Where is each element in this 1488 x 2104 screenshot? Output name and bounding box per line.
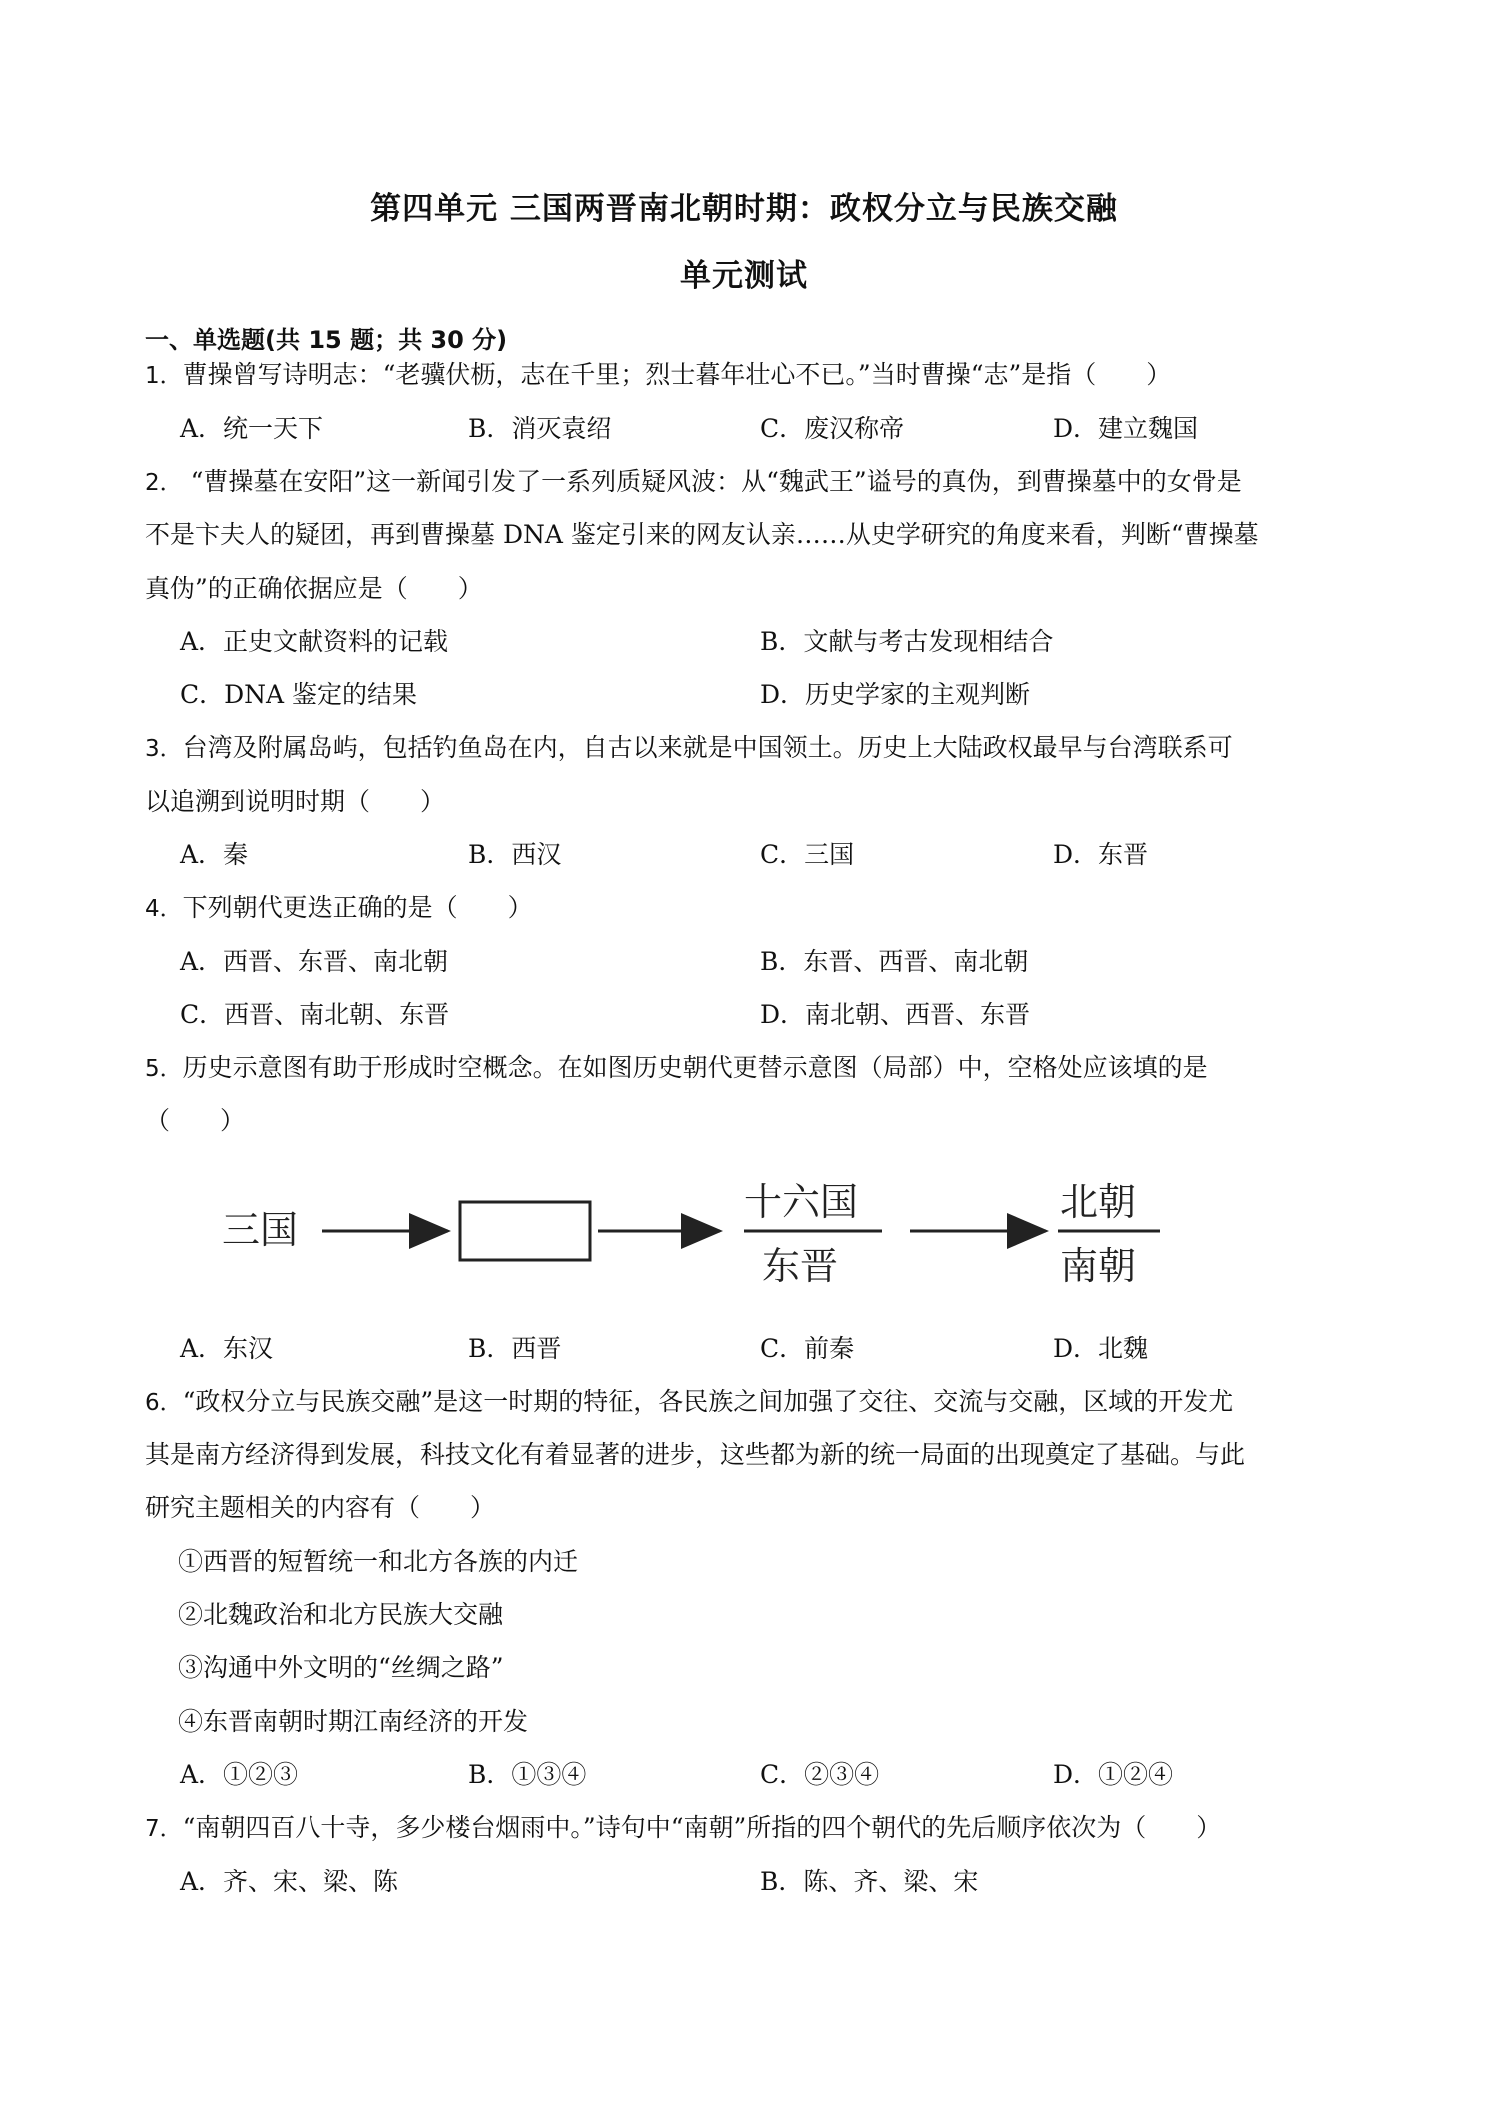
question-number: 3． xyxy=(145,736,183,762)
option-c[interactable]: C．西晋、南北朝、东晋 xyxy=(180,1000,450,1029)
option-c[interactable]: C．三国 xyxy=(760,840,855,869)
option-d[interactable]: D．历史学家的主观判断 xyxy=(760,680,1031,709)
question-text: “曹操墓在安阳”这一新闻引发了一系列质疑风波：从“魏武王”谥号的真伪，到曹操墓中的女骨是 xyxy=(182,467,1242,496)
section-heading: 一、单选题(共 15 题；共 30 分) xyxy=(145,326,508,354)
option-a[interactable]: A．秦 xyxy=(180,840,249,869)
option-d[interactable]: D．南北朝、西晋、东晋 xyxy=(760,1000,1031,1029)
option-b[interactable]: B．西汉 xyxy=(468,840,562,869)
question-text: 台湾及附属岛屿，包括钓鱼岛在内，自古以来就是中国领土。历史上大陆政权最早与台湾联系可 xyxy=(182,733,1233,762)
diagram-label-end-top: 北朝 xyxy=(1060,1180,1137,1224)
question-number: 5． xyxy=(145,1056,183,1082)
question-6 xyxy=(145,1385,1355,1420)
question-4 xyxy=(145,891,1355,926)
option-a[interactable]: A．正史文献资料的记载 xyxy=(180,627,449,656)
question-1 xyxy=(145,358,1355,393)
question-text: “政权分立与民族交融”是这一时期的特征，各民族之间加强了交往、交流与交融，区域的开发尤 xyxy=(182,1387,1234,1416)
option-a[interactable]: A．①②③ xyxy=(180,1760,299,1789)
diagram-label-mid-bottom: 东晋 xyxy=(762,1244,839,1288)
question-text-line: 其是南方经济得到发展，科技文化有着显著的进步，这些都为新的统一局面的出现奠定了基础。与此 xyxy=(145,1440,1246,1469)
question-text-line: 真伪”的正确依据应是（ ） xyxy=(145,574,483,603)
question-text: “南朝四百八十寺，多少楼台烟雨中。”诗句中“南朝”所指的四个朝代的先后顺序依次为（ ） xyxy=(182,1813,1222,1842)
question-text: 历史示意图有助于形成时空概念。在如图历史朝代更替示意图（局部）中，空格处应该填的是 xyxy=(182,1053,1208,1082)
question-7 xyxy=(145,1811,1355,1846)
question-number: 2． xyxy=(145,470,183,496)
question-5 xyxy=(145,1051,1355,1086)
question-number: 7． xyxy=(145,1816,183,1842)
question-number: 4． xyxy=(145,896,183,922)
option-d[interactable]: D．①②④ xyxy=(1053,1760,1174,1789)
question-number: 6． xyxy=(145,1390,183,1416)
question-text: 下列朝代更迭正确的是（ ） xyxy=(182,893,533,922)
statement-3: ③沟通中外文明的“丝绸之路” xyxy=(178,1653,504,1682)
question-text-line: 研究主题相关的内容有（ ） xyxy=(145,1493,496,1522)
option-b[interactable]: B．西晋 xyxy=(468,1334,562,1363)
question-text-line: 以追溯到说明时期（ ） xyxy=(145,787,446,816)
option-b[interactable]: B．①③④ xyxy=(468,1760,587,1789)
statement-2: ②北魏政治和北方民族大交融 xyxy=(178,1600,504,1629)
question-2 xyxy=(145,465,1355,500)
option-d[interactable]: D．建立魏国 xyxy=(1053,414,1199,443)
question-text: 曹操曾写诗明志：“老骥伏枥，志在千里；烈士暮年壮心不已。”当时曹操“志”是指（ ） xyxy=(182,360,1172,389)
option-d[interactable]: D．东晋 xyxy=(1053,840,1149,869)
option-c[interactable]: C．DNA 鉴定的结果 xyxy=(180,680,418,709)
diagram-label-mid-top: 十六国 xyxy=(744,1180,859,1224)
diagram-blank-box xyxy=(460,1202,590,1260)
diagram-label-end-bottom: 南朝 xyxy=(1060,1244,1137,1288)
question-text-line: 不是卞夫人的疑团，再到曹操墓 DNA 鉴定引来的网友认亲……从史学研究的角度来看，判断“曹操墓 xyxy=(145,520,1259,549)
page-subtitle: 单元测试 xyxy=(680,258,808,294)
option-b[interactable]: B．消灭袁绍 xyxy=(468,414,612,443)
option-c[interactable]: C．废汉称帝 xyxy=(760,414,905,443)
dynasty-succession-diagram xyxy=(210,1175,1170,1310)
option-b[interactable]: B．文献与考古发现相结合 xyxy=(760,627,1054,656)
option-c[interactable]: C．②③④ xyxy=(760,1760,880,1789)
option-b[interactable]: B．陈、齐、梁、宋 xyxy=(760,1867,979,1896)
option-a[interactable]: A．统一天下 xyxy=(180,414,324,443)
option-c[interactable]: C．前秦 xyxy=(760,1334,855,1363)
option-a[interactable]: A．西晋、东晋、南北朝 xyxy=(180,947,449,976)
question-number: 1． xyxy=(145,363,183,389)
question-3 xyxy=(145,731,1355,766)
diagram-label-start: 三国 xyxy=(222,1208,299,1252)
option-b[interactable]: B．东晋、西晋、南北朝 xyxy=(760,947,1029,976)
question-text-line: （ ） xyxy=(145,1106,246,1135)
option-d[interactable]: D．北魏 xyxy=(1053,1334,1149,1363)
statement-1: ①西晋的短暂统一和北方各族的内迁 xyxy=(178,1547,579,1576)
page-title: 第四单元 三国两晋南北朝时期：政权分立与民族交融 xyxy=(370,191,1118,227)
option-a[interactable]: A．齐、宋、梁、陈 xyxy=(180,1867,399,1896)
statement-4: ④东晋南朝时期江南经济的开发 xyxy=(178,1707,529,1736)
option-a[interactable]: A．东汉 xyxy=(180,1334,274,1363)
